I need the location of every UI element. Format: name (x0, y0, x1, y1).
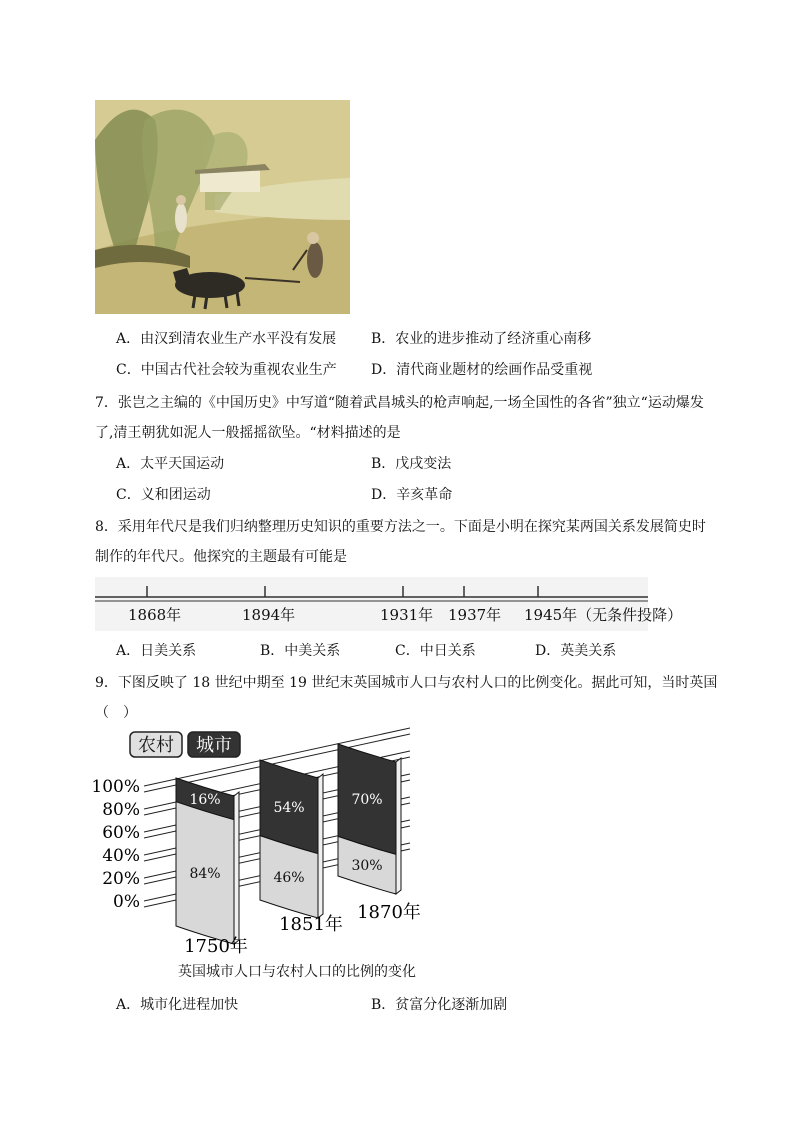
q6-option-d: D．清代商业题材的绘画作品受重视 (371, 362, 593, 378)
q6-option-a: A．由汉到清农业生产水平没有发展 (116, 331, 337, 347)
q8-option-b: B．中美关系 (260, 643, 341, 659)
bar-side (396, 758, 401, 894)
timeline-label: 1937年 (448, 606, 502, 624)
population-chart-svg (92, 722, 432, 962)
x-category-label: 1851年 (279, 914, 343, 935)
y-tick-label: 80% (102, 800, 140, 820)
x-category-label: 1870年 (357, 902, 421, 923)
q6-option-c: C．中国古代社会较为重视农业生产 (116, 362, 337, 378)
timeline-label: 1931年 (380, 606, 434, 624)
bar-side (318, 774, 323, 918)
q8-stem-line1: 8．采用年代尺是我们归纳整理历史知识的重要方法之一。下面是小明在探究某两国关系发展简史时 (95, 519, 706, 535)
q9-option-b: B．贫富分化逐渐加剧 (371, 997, 508, 1013)
bar-side (234, 792, 239, 944)
y-tick-label: 0% (113, 892, 140, 912)
bar-rural-value-label: 30% (351, 858, 383, 875)
bar-rural-value-label: 46% (273, 869, 305, 886)
timeline-label: 1894年 (242, 606, 296, 624)
q8-stem-line2: 制作的年代尺。他探究的主题最有可能是 (95, 549, 347, 565)
y-tick-label: 20% (102, 869, 140, 889)
q7-stem-line1: 7．张岂之主编的《中国历史》中写道“随着武昌城头的枪声响起,一场全国性的各省”独立“运动爆发 (95, 395, 704, 411)
q9-stem-line2: （ ） (95, 705, 137, 721)
q7-option-c: C．义和团运动 (116, 487, 211, 503)
painting-illustration (95, 100, 350, 314)
legend-rural-label: 农村 (138, 735, 174, 756)
q8-option-a: A．日美关系 (116, 643, 197, 659)
timeline-label: 1945年（无条件投降） (524, 606, 683, 624)
timeline-ruler (95, 577, 683, 631)
q8-option-d: D．英美关系 (535, 643, 617, 659)
q8-option-c: C．中日关系 (395, 643, 476, 659)
q6-option-b: B．农业的进步推动了经济重心南移 (371, 331, 592, 347)
y-tick-label: 40% (102, 846, 140, 866)
x-category-label: 1750年 (184, 936, 248, 957)
q7-option-a: A．太平天国运动 (116, 456, 225, 472)
bar-urban-value-label: 16% (189, 791, 221, 808)
q7-option-d: D．辛亥革命 (371, 487, 453, 503)
farming-painting (95, 100, 350, 314)
bar-rural-value-label: 84% (189, 865, 221, 882)
bar-urban-value-label: 54% (273, 799, 305, 816)
bar-urban-value-label: 70% (351, 792, 383, 809)
q9-option-a: A．城市化进程加快 (116, 997, 239, 1013)
population-chart (92, 722, 432, 962)
q7-stem-line2: 了,清王朝犹如泥人一般摇摇欲坠。“材料描述的是 (95, 425, 401, 441)
chart-caption: 英国城市人口与农村人口的比例的变化 (178, 964, 416, 980)
q9-stem-line1: 9．下图反映了 18 世纪中期至 19 世纪末英国城市人口与农村人口的比例变化。据此可知，当时英国 (95, 675, 718, 691)
y-tick-label: 60% (102, 823, 140, 843)
q7-option-b: B．戊戌变法 (371, 456, 452, 472)
y-tick-label: 100% (92, 777, 140, 797)
legend-urban-label: 城市 (196, 735, 232, 756)
timeline-label: 1868年 (128, 606, 182, 624)
